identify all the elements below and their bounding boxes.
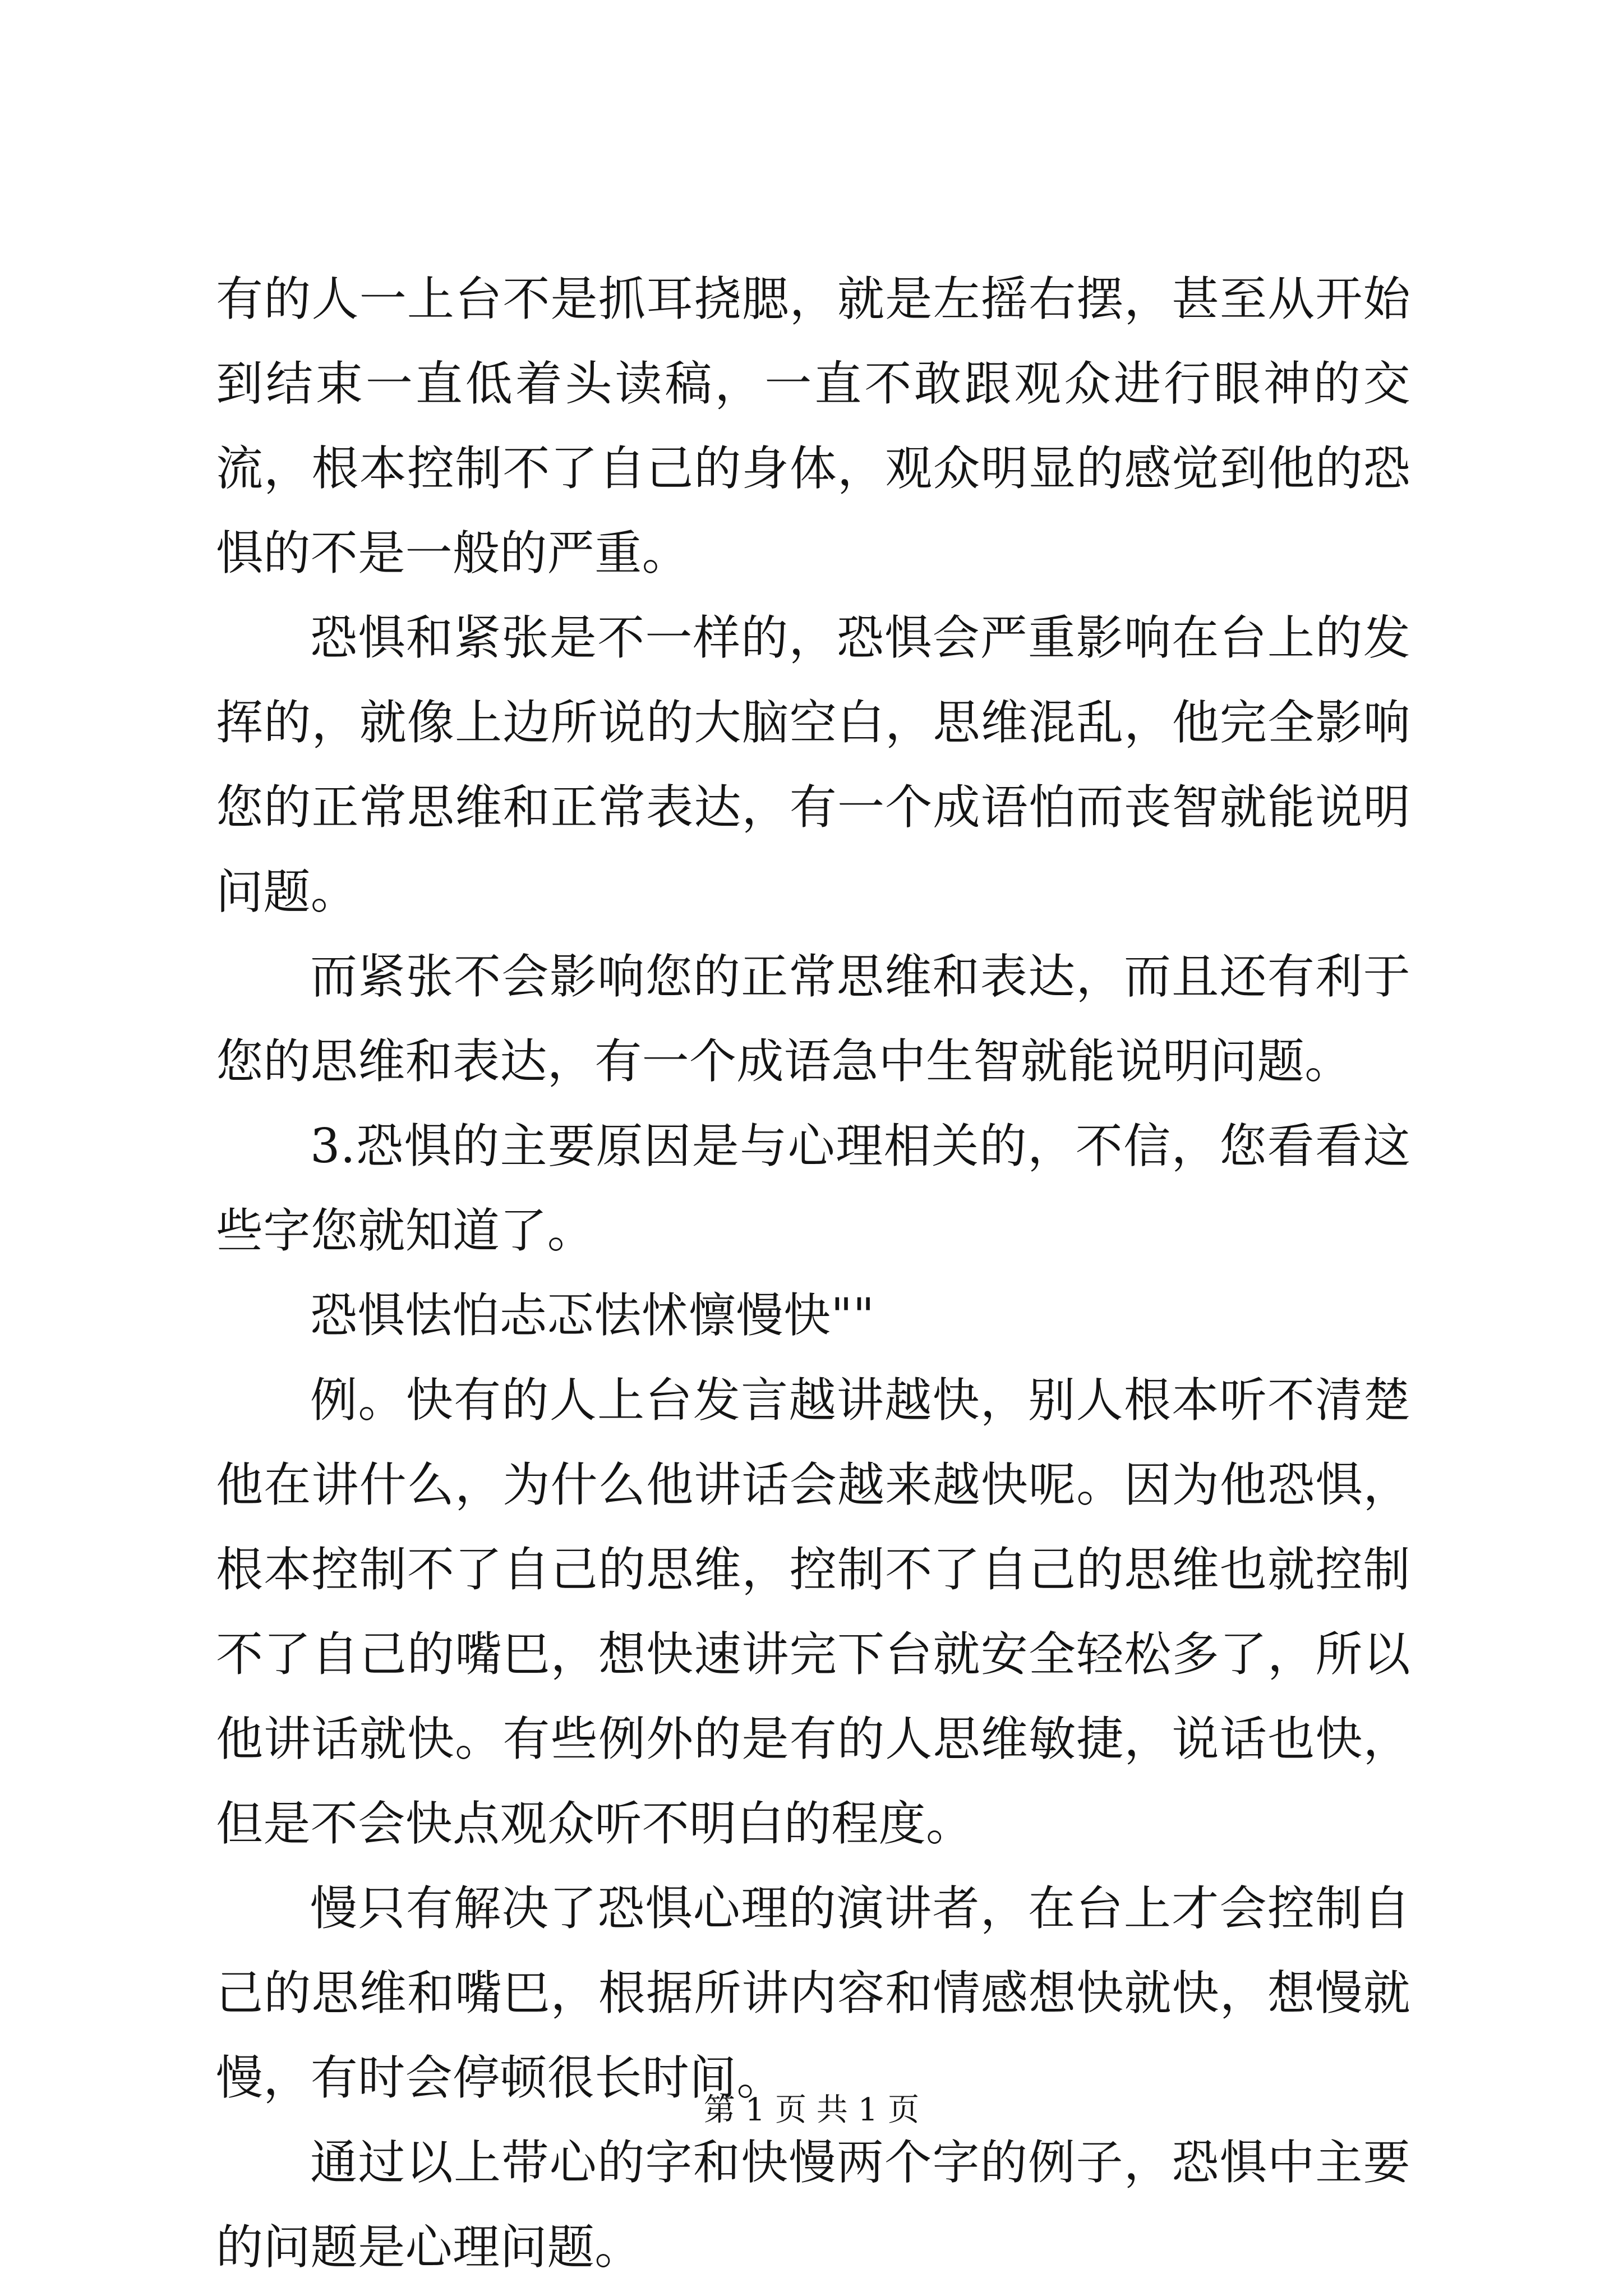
paragraph-2: 恐惧和紧张是不一样的，恐惧会严重影响在台上的发挥的，就像上边所说的大脑空白，思维混乱，他完全影响您的正常思维和正常表达，有一个成语怕而丧智就能说明问题。 [216, 610, 1410, 919]
page-number-footer: 第 1 页 共 1 页 [703, 2092, 920, 2128]
paragraph-6: 例。快有的人上台发言越讲越快，别人根本听不清楚他在讲什么，为什么他讲话会越来越快呢。因为他恐惧，根本控制不了自己的思维，控制不了自己的思维也就控制不了自己的嘴巴，想快速讲完下台就安全轻松多了，所以他讲话就快。有些例外的是有的人思维敏捷，说话也快，但是不会快点观众听不明白的程度。 [216, 1373, 1410, 1851]
paragraph-7: 慢只有解决了恐惧心理的演讲者，在台上才会控制自己的思维和嘴巴，根据所讲内容和情感想快就快，想慢就慢，有时会停顿很长时间。 [216, 1881, 1410, 2105]
paragraph-5: 恐惧怯怕忐忑怯怵懔慢快"" [310, 1288, 875, 1343]
paragraph-1: 有的人一上台不是抓耳挠腮，就是左摇右摆，甚至从开始到结束一直低着头读稿，一直不敢跟观众进行眼神的交流，根本控制不了自己的身体，观众明显的感觉到他的恐惧的不是一般的严重。 [216, 272, 1410, 581]
paragraph-8: 通过以上带心的字和快慢两个字的例子，恐惧中主要的问题是心理问题。 [216, 2135, 1410, 2275]
paragraph-3: 而紧张不会影响您的正常思维和表达，而且还有利于您的思维和表达，有一个成语急中生智就能说明问题。 [216, 949, 1410, 1089]
paragraph-4: 3.恐惧的主要原因是与心理相关的，不信，您看看这些字您就知道了。 [216, 1119, 1410, 1258]
document-body [216, 257, 1410, 2290]
